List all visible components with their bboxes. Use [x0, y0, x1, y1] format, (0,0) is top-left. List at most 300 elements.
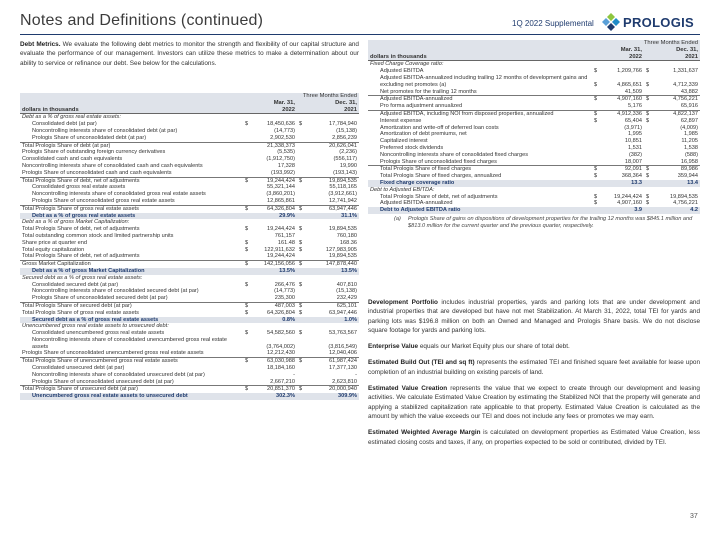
currency-symbol: $ [299, 246, 303, 253]
table-row [20, 247, 359, 254]
table-date-header [368, 47, 700, 54]
table-group-header [20, 93, 359, 100]
currency-symbol: $ [592, 110, 600, 117]
group-header-label: Three Months Ended [243, 93, 359, 100]
definition-paragraph [368, 384, 700, 421]
table-row [20, 205, 359, 212]
currency-symbol: $ [243, 302, 251, 309]
value-cell: 63,947,446 [305, 205, 359, 212]
col1-year: 2022 [243, 107, 297, 114]
value-cell: 1,538 [684, 144, 699, 151]
value-cell: 63,947,446 [329, 309, 358, 316]
row-label: Capitalized interest [380, 138, 428, 145]
row-label: Total Prologis Share of unencumbered gross real estate assets [20, 358, 243, 365]
currency-symbol: $ [297, 177, 305, 184]
row-label: Prologis Share of unconsolidated unencumbered gross real estate assets [22, 350, 204, 357]
value-cell: - [355, 371, 358, 378]
currency-symbol [592, 180, 600, 187]
table-row [368, 194, 700, 201]
value-cell: 61,987,424 [305, 358, 359, 365]
value-cell: 161.48 [277, 239, 295, 246]
table-row [20, 282, 359, 289]
currency-symbol [297, 163, 305, 170]
table-row [368, 96, 700, 103]
currency-symbol: $ [245, 330, 249, 337]
row-label: Total Prologis Share of debt, net of adjustments [20, 177, 243, 184]
table-row [20, 261, 359, 268]
row-label: Adjusted EBITDA, including NOI from disposed properties, annualized [368, 110, 592, 117]
value-cell: 4,907,160 [617, 200, 642, 207]
value-cell: 65,916 [680, 103, 699, 110]
currency-symbol: $ [243, 386, 251, 393]
table-row [368, 103, 700, 110]
value-cell: (14,773) [274, 288, 295, 295]
currency-symbol: $ [644, 110, 652, 117]
units-label: dollars in thousands [368, 54, 592, 61]
value-cell: 4,756,221 [652, 96, 700, 103]
row-label: Noncontrolling interests share of consolidated cash and cash equivalents [22, 162, 203, 169]
table-row [20, 372, 359, 379]
row-label: Unencumbered gross real estate assets to unsecured debt [20, 393, 243, 400]
value-cell: 1.0% [305, 317, 359, 324]
currency-symbol [297, 372, 305, 379]
currency-symbol [297, 170, 305, 177]
currency-symbol: $ [245, 309, 249, 316]
row-label: Fixed Charge Coverage ratio: [370, 61, 444, 68]
header-rule [20, 34, 700, 35]
value-cell: (588) [684, 151, 699, 158]
currency-symbol: $ [297, 261, 305, 268]
value-cell: 29.9% [251, 213, 297, 220]
table-row [20, 365, 359, 372]
value-cell: (3,971) [624, 124, 642, 131]
row-label: Total Prologis Share of debt, net of adjustments [22, 226, 140, 233]
col1-year: 2022 [592, 54, 644, 61]
value-cell: 127,983,905 [325, 246, 358, 253]
currency-symbol [297, 135, 305, 142]
value-cell: 625,101 [305, 302, 359, 309]
col1-header: Mar. 31, [592, 47, 644, 54]
value-cell: 19,244,424 [267, 253, 295, 260]
row-label: Total Prologis Share of fixed charges, annualized [380, 173, 502, 180]
debt-metrics-intro [20, 40, 359, 68]
currency-symbol [243, 372, 251, 379]
table-row [20, 149, 359, 156]
table-row [368, 138, 700, 145]
value-cell: 13.5% [251, 268, 297, 275]
currency-symbol: $ [594, 117, 598, 124]
currency-symbol: $ [299, 309, 303, 316]
currency-symbol: $ [594, 193, 598, 200]
value-cell: (3,860,201) [266, 191, 295, 198]
currency-symbol [592, 207, 600, 214]
definition-text: includes industrial properties, yards and parking lots that are under development and industrial properties that are developed but have not met Stabilization. At March 31, 2022, total TEI for yards and parking lots was $196.8 million on both an Owned and Managed and Prologis Share basis. We do not disclose square footage for yards and parking lots. [368, 299, 700, 334]
row-label: Amortization and write-off of deferred loan costs [380, 124, 499, 131]
page-number: 37 [690, 513, 698, 520]
row-label: Debt as a % of gross real estate assets: [22, 114, 121, 121]
currency-symbol [297, 365, 305, 372]
value-cell: (2,236) [339, 149, 358, 156]
currency-symbol [297, 337, 305, 351]
currency-symbol: $ [297, 302, 305, 309]
currency-symbol [243, 142, 251, 149]
currency-symbol [297, 213, 305, 220]
row-label: Secured debt as a % of gross real estate assets: [22, 274, 143, 281]
currency-symbol [243, 191, 251, 198]
row-label: Prologis Share of unconsolidated gross real estate assets [32, 197, 175, 204]
currency-symbol [644, 103, 652, 110]
currency-symbol [644, 125, 652, 132]
row-label: Consolidated unencumbered gross real estate assets [32, 330, 165, 337]
currency-symbol [592, 152, 600, 159]
value-cell: 147,878,440 [305, 261, 359, 268]
value-cell: 62,897 [680, 117, 699, 124]
value-cell: 17,784,940 [329, 121, 358, 128]
table-row [20, 156, 359, 163]
currency-symbol [297, 142, 305, 149]
row-label: Total Prologis Share of gross real estate assets [20, 205, 243, 212]
table-row [20, 288, 359, 295]
value-cell: 13.5% [305, 268, 359, 275]
table-row [20, 170, 359, 177]
currency-symbol [243, 317, 251, 324]
value-cell: 64,326,804 [251, 205, 297, 212]
row-label: Adjusted EBITDA-annualized including trailing 12 months of development gains and excluding net promotes (a) [380, 74, 588, 88]
section-header-row [20, 275, 359, 282]
section-header-row [368, 61, 700, 68]
currency-symbol: $ [299, 239, 303, 246]
currency-symbol [243, 350, 251, 357]
table-row [368, 110, 700, 117]
currency-symbol [243, 198, 251, 205]
definition-text: represents the value that we expect to create through our development and leasing activities. We calculate Estimated Value Creation by estimating the Stabilized NOI that the property will generate and applying a stabilized capitalization rate applicable to that property. Estimated Value Creation is calculated as the amount by which the value exceeds our TEI and does not include any fees or promotes we may earn. [368, 385, 700, 420]
currency-symbol: $ [646, 173, 650, 180]
value-cell: 18,450,636 [267, 121, 295, 128]
currency-symbol: $ [646, 193, 650, 200]
row-label: Total Prologis Share of debt, net of adjustments [22, 253, 140, 260]
col1-header: Mar. 31, [243, 100, 297, 107]
value-cell: 4,756,221 [673, 200, 699, 207]
definition-text: is calculated on development properties as Estimated Value Creation, less estimated closing costs and taxes, if any, on properties expected to be sold or contributed, divided by TEI. [368, 429, 700, 446]
value-cell: 55,321,144 [267, 184, 295, 191]
row-label: Prologis Share of unconsolidated cash and cash equivalents [22, 169, 172, 176]
definition-text: equals our Market Equity plus our share of total debt. [418, 343, 570, 351]
definition-term: Estimated Value Creation [368, 385, 448, 393]
value-cell: 2,856,239 [332, 134, 358, 141]
currency-symbol [243, 288, 251, 295]
value-cell: 19,894,535 [670, 193, 699, 200]
value-cell: 761,157 [274, 232, 295, 239]
value-cell: 12,741,942 [329, 197, 358, 204]
value-cell: 20,851,370 [251, 386, 297, 393]
value-cell: 142,156,056 [251, 261, 297, 268]
table-row [20, 330, 359, 337]
page-title: Notes and Definitions (continued) [20, 12, 264, 29]
row-label: Preferred stock dividends [380, 144, 444, 151]
currency-symbol: $ [297, 358, 305, 365]
prologis-logo [601, 12, 701, 32]
currency-symbol [297, 393, 305, 400]
intro-body: We evaluate the following debt metrics to monitor the strength and flexibility of our capital structure and evaluate the performance of our management. Investors can utilize these metrics to make a determination about our ability to service or refinance our debt. See below for the calculations. [20, 41, 359, 67]
value-cell: 4,907,160 [600, 96, 644, 103]
definition-term: Estimated Weighted Average Margin [368, 429, 481, 437]
currency-symbol: $ [245, 281, 249, 288]
currency-symbol [243, 233, 251, 240]
row-label: Noncontrolling interests share of consolidated gross real estate assets [32, 191, 206, 198]
currency-symbol [644, 152, 652, 159]
row-label: Debt as a % of gross real estate assets [20, 213, 243, 220]
table-row [20, 253, 359, 260]
value-cell: 368,364 [621, 173, 642, 180]
currency-symbol [297, 288, 305, 295]
row-label: Total equity capitalization [22, 246, 85, 253]
currency-symbol [297, 149, 305, 156]
currency-symbol [243, 213, 251, 220]
currency-symbol: $ [299, 226, 303, 233]
value-cell: (14,773) [274, 127, 295, 134]
table-row [368, 75, 700, 89]
value-cell: 12,865,861 [267, 197, 295, 204]
value-cell: (3,912,661) [328, 191, 358, 198]
currency-symbol: $ [646, 200, 650, 207]
currency-symbol [592, 125, 600, 132]
value-cell: 3.9 [600, 207, 644, 214]
currency-symbol: $ [297, 386, 305, 393]
currency-symbol [297, 198, 305, 205]
row-label: Secured debt as a % of gross real estate assets [20, 317, 243, 324]
ratio-row [20, 268, 359, 275]
currency-symbol [243, 184, 251, 191]
row-label: Prologis Share of unconsolidated fixed charges [380, 158, 497, 165]
value-cell: 41,509 [624, 88, 642, 95]
col2-header: Dec. 31, [644, 47, 700, 54]
table-row [20, 337, 359, 351]
row-label: Total outstanding common stock and limited partnership units [22, 232, 174, 239]
intro-lead: Debt Metrics. [20, 41, 61, 48]
table-date-header [20, 100, 359, 107]
table-row [368, 173, 700, 180]
footnote-row [368, 214, 700, 230]
value-cell: 18,007 [624, 158, 642, 165]
row-label: Total Prologis Share of debt, net of adjustments [380, 193, 498, 200]
value-cell: - [293, 371, 295, 378]
currency-symbol: $ [245, 226, 249, 233]
row-label: Debt to Adjusted EBITDA ratio [368, 207, 592, 214]
table-row [20, 163, 359, 170]
value-cell: (3,816,549) [328, 343, 358, 350]
row-label: Consolidated cash and cash equivalents [22, 156, 123, 163]
value-cell: 64,326,804 [267, 309, 295, 316]
value-cell: 20,000,940 [305, 386, 359, 393]
row-label: Net promotes for the trailing 12 months [380, 88, 477, 95]
ratio-row [368, 180, 700, 187]
section-header-row [20, 219, 359, 226]
value-cell: 53,763,567 [329, 330, 358, 337]
value-cell: (5,535) [277, 149, 295, 156]
row-label: Noncontrolling interests share of consolidated debt (at par) [32, 127, 178, 134]
value-cell: (193,143) [333, 169, 358, 176]
value-cell: 19,244,424 [251, 177, 297, 184]
currency-symbol [297, 184, 305, 191]
currency-symbol [644, 131, 652, 138]
currency-symbol: $ [297, 205, 305, 212]
value-cell: 19,894,535 [305, 177, 359, 184]
currency-symbol [297, 379, 305, 386]
currency-symbol: $ [592, 166, 600, 173]
table-unit-header [368, 54, 700, 61]
table-row [20, 121, 359, 128]
supplemental-label: 1Q 2022 Supplemental [512, 19, 594, 28]
value-cell: 12,040,406 [329, 350, 358, 357]
currency-symbol [243, 170, 251, 177]
row-label: Adjusted EBITDA [380, 68, 424, 75]
value-cell: (4,009) [680, 124, 699, 131]
table-row [20, 295, 359, 302]
currency-symbol [297, 317, 305, 324]
row-label: Interest expense [380, 117, 422, 124]
table-row [20, 198, 359, 205]
value-cell: 0.8% [251, 317, 297, 324]
table-row [20, 135, 359, 142]
value-cell: 760,180 [336, 232, 358, 239]
currency-symbol [297, 350, 305, 357]
table-row [20, 184, 359, 191]
value-cell: 13.3 [600, 180, 644, 187]
currency-symbol [644, 207, 652, 214]
definition-paragraph [368, 298, 700, 335]
value-cell: 4,712,339 [673, 81, 699, 88]
value-cell: 54,582,560 [267, 330, 295, 337]
row-label: Fixed charge coverage ratio [368, 180, 592, 187]
currency-symbol [592, 89, 600, 96]
value-cell: 43,882 [680, 88, 699, 95]
row-label: Consolidated unsecured debt (at par) [32, 365, 125, 372]
row-label: Total Prologis Share of fixed charges [368, 166, 592, 173]
row-label: Prologis Share of unconsolidated debt (at par) [32, 134, 147, 141]
currency-symbol [592, 131, 600, 138]
currency-symbol: $ [646, 117, 650, 124]
footnote-text: Prologis Share of gains on dispositions of development properties for the trailing 12 months was $845.1 million and $813.0 million for the current quarter and the previous quarter, respectively. [408, 215, 693, 229]
value-cell: 235,300 [274, 295, 295, 302]
currency-symbol [644, 145, 652, 152]
row-label: Pro forma adjustment annualized [380, 103, 463, 110]
value-cell: (556,117) [333, 156, 358, 163]
page-header [0, 0, 720, 34]
value-cell: 19,244,424 [267, 226, 295, 233]
value-cell: 21,338,373 [251, 142, 297, 149]
definition-paragraph [368, 342, 700, 351]
value-cell: 19,990 [339, 162, 358, 169]
currency-symbol [243, 295, 251, 302]
currency-symbol: $ [243, 205, 251, 212]
group-header-label: Three Months Ended [592, 40, 700, 47]
row-label: Noncontrolling interests share of consolidated unencumbered gross real estate assets [32, 336, 227, 350]
currency-symbol: $ [243, 261, 251, 268]
currency-symbol: $ [299, 330, 303, 337]
footnote-marker: (a) [394, 215, 401, 222]
units-label: dollars in thousands [20, 107, 243, 114]
value-cell: 4,912,336 [600, 110, 644, 117]
value-cell: 2,667,210 [270, 378, 295, 385]
currency-symbol [243, 149, 251, 156]
currency-symbol: $ [646, 68, 650, 75]
value-cell: 13.4 [652, 180, 700, 187]
coverage-ratio-table [368, 40, 700, 230]
currency-symbol: $ [594, 173, 598, 180]
value-cell: 31.1% [305, 213, 359, 220]
currency-symbol: $ [245, 246, 249, 253]
value-cell: 11,205 [681, 138, 699, 145]
value-cell: 19,894,535 [329, 253, 358, 260]
value-cell: 4.2 [652, 207, 700, 214]
table-row [20, 302, 359, 309]
table-row [368, 89, 700, 96]
row-label: Gross Market Capitalization [20, 261, 243, 268]
table-row [20, 310, 359, 317]
currency-symbol [644, 138, 652, 145]
currency-symbol [297, 295, 305, 302]
row-label: Consolidated secured debt (at par) [32, 281, 119, 288]
value-cell: 4,865,651 [617, 81, 642, 88]
value-cell: 1,995 [628, 131, 642, 138]
row-label: Debt as a % of gross Market Capitalization: [22, 219, 130, 226]
ratio-row [368, 207, 700, 214]
table-row [368, 118, 700, 125]
table-unit-header [20, 107, 359, 114]
currency-symbol [243, 128, 251, 135]
row-label: Unencumbered gross real estate assets to unsecured debt: [22, 323, 169, 330]
currency-symbol [297, 233, 305, 240]
value-cell: 1,209,766 [617, 68, 642, 75]
value-cell: 168.36 [339, 239, 358, 246]
definition-paragraph [368, 358, 700, 377]
definition-text: represents the estimated TEI and finished square feet available for lease upon completion of an industrial building on existing parcels of land. [368, 359, 700, 376]
table-row [20, 240, 359, 247]
value-cell: 302.3% [251, 393, 297, 400]
table-row [20, 191, 359, 198]
currency-symbol [243, 156, 251, 163]
currency-symbol: $ [646, 81, 650, 88]
definition-term: Enterprise Value [368, 343, 419, 351]
currency-symbol [243, 135, 251, 142]
currency-symbol [243, 268, 251, 275]
value-cell: 2,902,530 [270, 134, 295, 141]
ratio-row [20, 317, 359, 324]
table-row [368, 159, 700, 166]
currency-symbol [243, 163, 251, 170]
value-cell: 266,476 [274, 281, 295, 288]
value-cell: 18,184,160 [267, 365, 295, 372]
currency-symbol: $ [245, 121, 249, 128]
currency-symbol [592, 159, 600, 166]
row-label: Debt as a % of gross Market Capitalization [20, 268, 243, 275]
table-row [368, 166, 700, 173]
currency-symbol: $ [592, 96, 600, 103]
definition-term: Development Portfolio [368, 299, 438, 306]
row-label: Noncontrolling interests share of consolidated secured debt (at par) [32, 288, 199, 295]
ratio-row [20, 393, 359, 400]
currency-symbol: $ [644, 166, 652, 173]
table-row [20, 386, 359, 393]
row-label: Noncontrolling interests share of consolidated fixed charges [380, 151, 529, 158]
value-cell: (382) [628, 151, 642, 158]
currency-symbol: $ [243, 177, 251, 184]
currency-symbol: $ [594, 68, 598, 75]
value-cell: 19,244,424 [614, 193, 642, 200]
ratio-row [20, 213, 359, 220]
value-cell: (15,138) [336, 288, 358, 295]
value-cell: 232,429 [336, 295, 358, 302]
